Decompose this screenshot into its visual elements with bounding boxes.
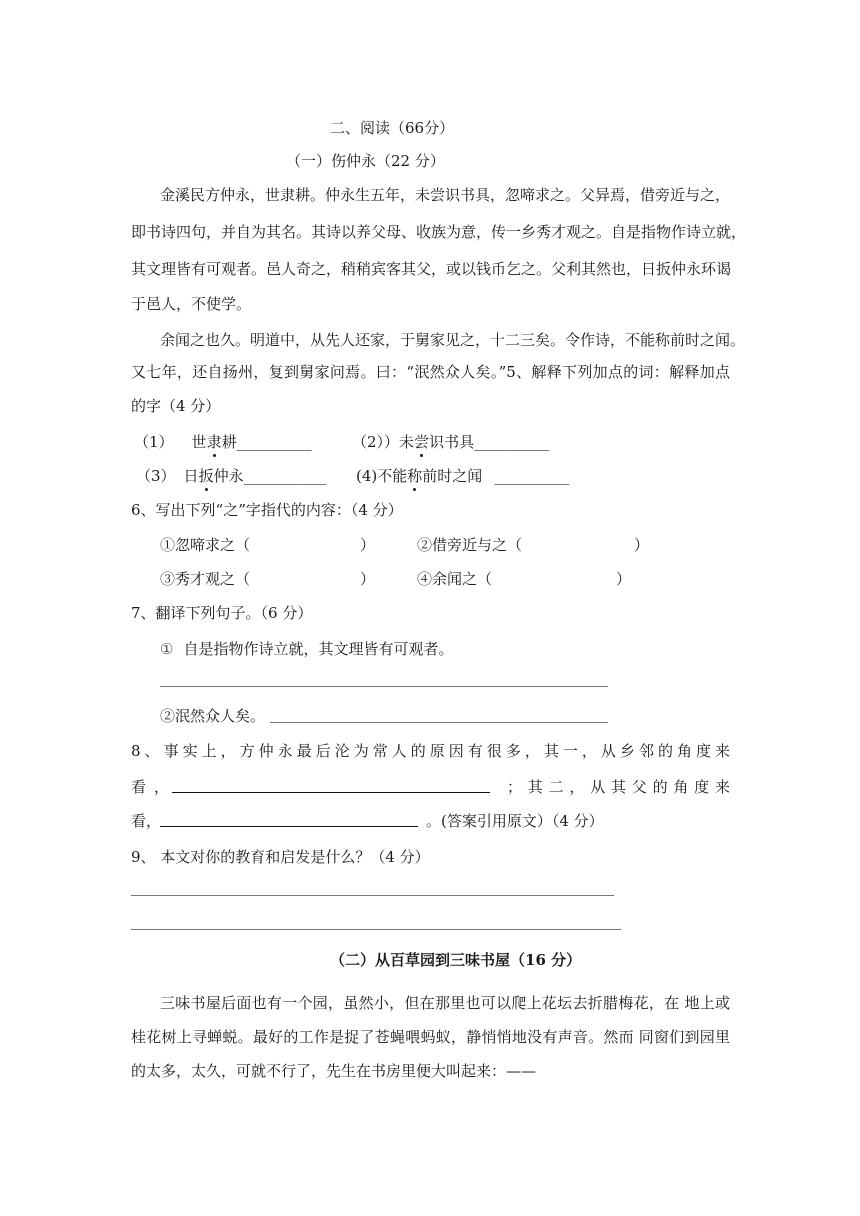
q9-prompt: 9、 本文对你的教育和启发是什么？（4 分） — [131, 848, 430, 866]
answer-line[interactable] — [131, 929, 621, 930]
paragraph-line: 于邑人，不使学。 — [131, 295, 252, 313]
q6-item-1[interactable]: ①忽啼求之（ ） — [160, 536, 376, 554]
q6-item-3[interactable]: ③秀才观之（ ） — [160, 570, 376, 588]
paragraph-line: 即书诗四句，并自为其名。其诗以养父母、收族为意，传一乡秀才观之。自是指物作诗立就， — [131, 223, 747, 241]
q5-item-1: （1） 世隶耕__________ — [134, 433, 312, 451]
dotted-char: 隶 — [206, 433, 222, 451]
q6-item-2[interactable]: ②借旁近与之（ ） — [417, 536, 650, 554]
dotted-char: 称 — [407, 467, 423, 485]
answer-line[interactable] — [270, 722, 608, 723]
answer-blank[interactable]: ___________ — [243, 467, 327, 485]
q8-line-3-start: 看， — [131, 812, 162, 830]
paragraph-line: 三味书屋后面也有一个园，虽然小，但在那里也可以爬上花坛去折腊梅花，在 地上或 — [160, 994, 730, 1012]
paragraph-line: 又七年，还自扬州，复到舅家问焉。曰：“泯然众人矣。”5、解释下列加点的词：解释加点 — [131, 363, 730, 381]
q5-item-3: （3） 日扳仲永___________ — [136, 467, 327, 485]
section-title: 二、阅读（66分） — [330, 119, 455, 137]
q7-prompt: 7、翻译下列句子。（6 分） — [131, 604, 313, 622]
q5-item-4: (4)不能称前时之闻 __________ — [356, 467, 570, 485]
answer-line[interactable] — [160, 686, 608, 687]
answer-blank[interactable]: __________ — [494, 467, 570, 485]
dotted-char: 尝 — [414, 433, 430, 451]
paragraph-line: 桂花树上寻蝉蜕。最好的工作是捉了苍蝇喂蚂蚁，静悄悄地没有声音。然而 同窗们到园里 — [131, 1028, 730, 1046]
part1-title: （一）伤仲永（22 分） — [286, 152, 445, 170]
part2-title: （二）从百草园到三味书屋（16 分） — [330, 951, 582, 969]
answer-blank[interactable]: __________ — [474, 433, 550, 451]
answer-line[interactable] — [131, 895, 614, 896]
paragraph-line: 其文理皆有可观者。邑人奇之，稍稍宾客其父，或以钱币乞之。父利其然也，日扳仲永环谒 — [131, 260, 732, 278]
q7-item-2: ②泯然众人矣。 — [160, 707, 266, 725]
q8-line-2-start: 看， — [131, 778, 178, 796]
q8-line-1: 8、事实上，方仲永最后沦为常人的原因有很多，其一，从乡邻的角度来 — [131, 742, 730, 760]
q6-prompt: 6、写出下列“之”字指代的内容：（4 分） — [131, 501, 403, 519]
paragraph-line: 余闻之也久。明道中，从先人还家，于舅家见之，十二三矣。令作诗，不能称前时之闻。 — [160, 331, 746, 349]
paragraph-line: 的字（4 分） — [131, 397, 221, 415]
q7-item-1: ① 自是指物作诗立就，其文理皆有可观者。 — [160, 640, 454, 658]
paragraph-line: 金溪民方仲永，世隶耕。仲永生五年，未尝识书具，忽啼求之。父异焉，借旁近与之， — [160, 186, 731, 204]
q8-line-3-end: 。(答案引用原文）（4 分） — [426, 812, 604, 830]
answer-line[interactable] — [160, 826, 418, 827]
answer-blank[interactable]: __________ — [236, 433, 312, 451]
paragraph-line: 的太多，太久，可就不行了，先生在书房里便大叫起来：—— — [131, 1062, 537, 1080]
q6-item-4[interactable]: ④余闻之（ ） — [417, 570, 632, 588]
q8-line-2-end: ；其二，从其父的角度来 — [507, 778, 730, 796]
q5-item-2: （2））未尝识书具__________ — [352, 433, 550, 451]
dotted-char: 扳 — [198, 467, 214, 485]
answer-line[interactable] — [172, 792, 490, 793]
